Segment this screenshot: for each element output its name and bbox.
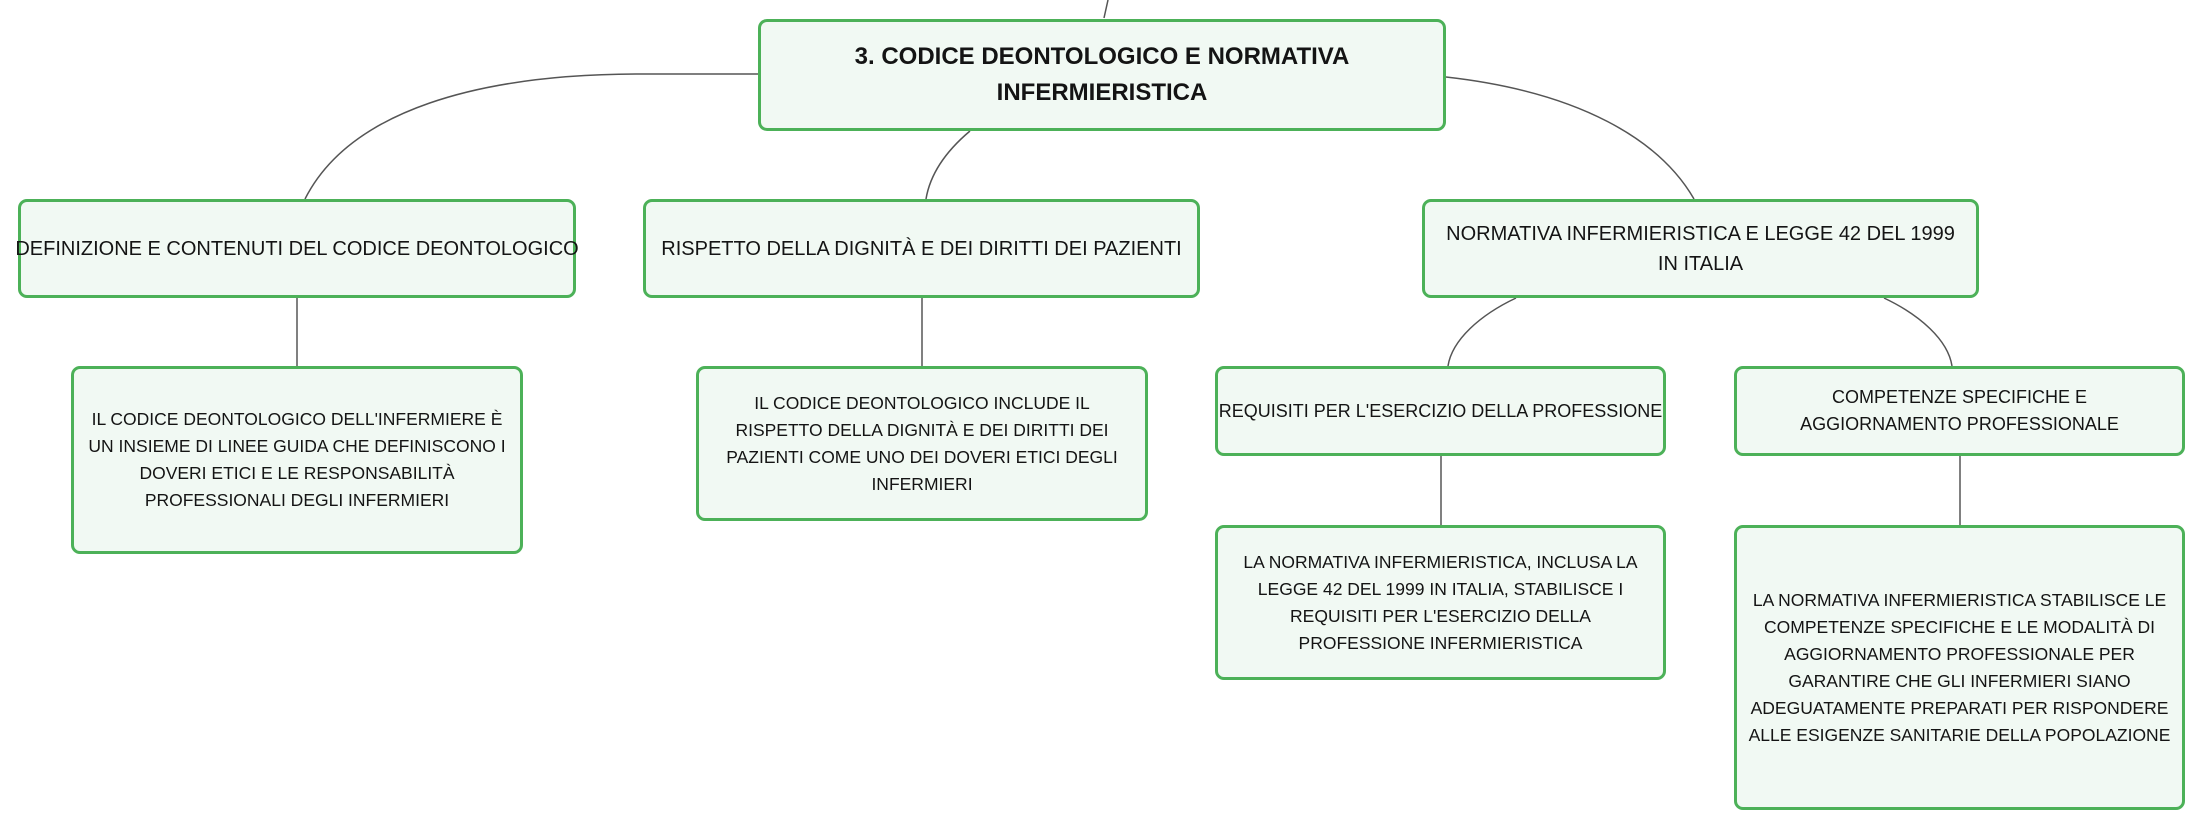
branch-rispetto-node[interactable] (643, 199, 1200, 298)
definizione-detail-text: IL CODICE DEONTOLOGICO DELL'INFERMIERE È UN INSIEME DI LINEE GUIDA CHE DEFINISCONO I DOVERI ETICI E LE RESPONSABILITÀ PROFESSIONALI DEGLI INFERMIERI (88, 409, 506, 510)
requisiti-detail-node[interactable] (1215, 525, 1666, 680)
connector-parent-root (1104, 0, 1108, 18)
connector-normativa-competenze (1884, 298, 1952, 366)
requisiti-node[interactable] (1215, 366, 1666, 456)
branch-definizione-node[interactable] (15, 199, 579, 298)
rispetto-detail-node[interactable] (696, 366, 1148, 521)
connector-root-definizione (305, 74, 758, 199)
competenze-node[interactable] (1734, 366, 2185, 456)
competenze-label: COMPETENZE SPECIFICHE E AGGIORNAMENTO PROFESSIONALE (1800, 387, 2119, 434)
branch-rispetto-label: RISPETTO DELLA DIGNITÀ E DEI DIRITTI DEI PAZIENTI (661, 237, 1182, 260)
connector-normativa-requisiti (1448, 298, 1516, 366)
root-node[interactable] (758, 19, 1446, 131)
competenze-detail-node[interactable] (1734, 525, 2185, 810)
requisiti-detail-text: LA NORMATIVA INFERMIERISTICA, INCLUSA LA LEGGE 42 DEL 1999 IN ITALIA, STABILISCE I REQUISITI PER L'ESERCIZIO DELLA PROFESSIONE INFERMIERISTICA (1243, 551, 1638, 653)
requisiti-label: REQUISITI PER L'ESERCIZIO DELLA PROFESSIONE (1218, 400, 1663, 421)
definizione-detail-node[interactable] (71, 366, 523, 554)
rispetto-detail-text: IL CODICE DEONTOLOGICO INCLUDE IL RISPETTO DELLA DIGNITÀ E DEI DIRITTI DEI PAZIENTI COME UNO DEI DOVERI ETICI DEGLI INFERMIERI (726, 392, 1118, 494)
branch-normativa-node[interactable] (1422, 199, 1979, 298)
competenze-detail-text: LA NORMATIVA INFERMIERISTICA STABILISCE LE COMPETENZE SPECIFICHE E LE MODALITÀ DI AGGIORNAMENTO PROFESSIONALE PER GARANTIRE CHE GLI INFERMIERI SIANO ADEGUATAMENTE PREPARATI PER RISPONDERE ALLE ESIGENZE SANITARIE DELLA POPOLAZIONE (1748, 589, 2171, 745)
connector-root-rispetto (926, 131, 970, 199)
branch-definizione-label: DEFINIZIONE E CONTENUTI DEL CODICE DEONTOLOGICO (15, 237, 579, 260)
branch-normativa-label: NORMATIVA INFERMIERISTICA E LEGGE 42 DEL 1999 IN ITALIA (1446, 222, 1955, 275)
connector-root-normativa (1446, 77, 1694, 199)
root-label: 3. CODICE DEONTOLOGICO E NORMATIVA INFERMIERISTICA (854, 43, 1350, 106)
